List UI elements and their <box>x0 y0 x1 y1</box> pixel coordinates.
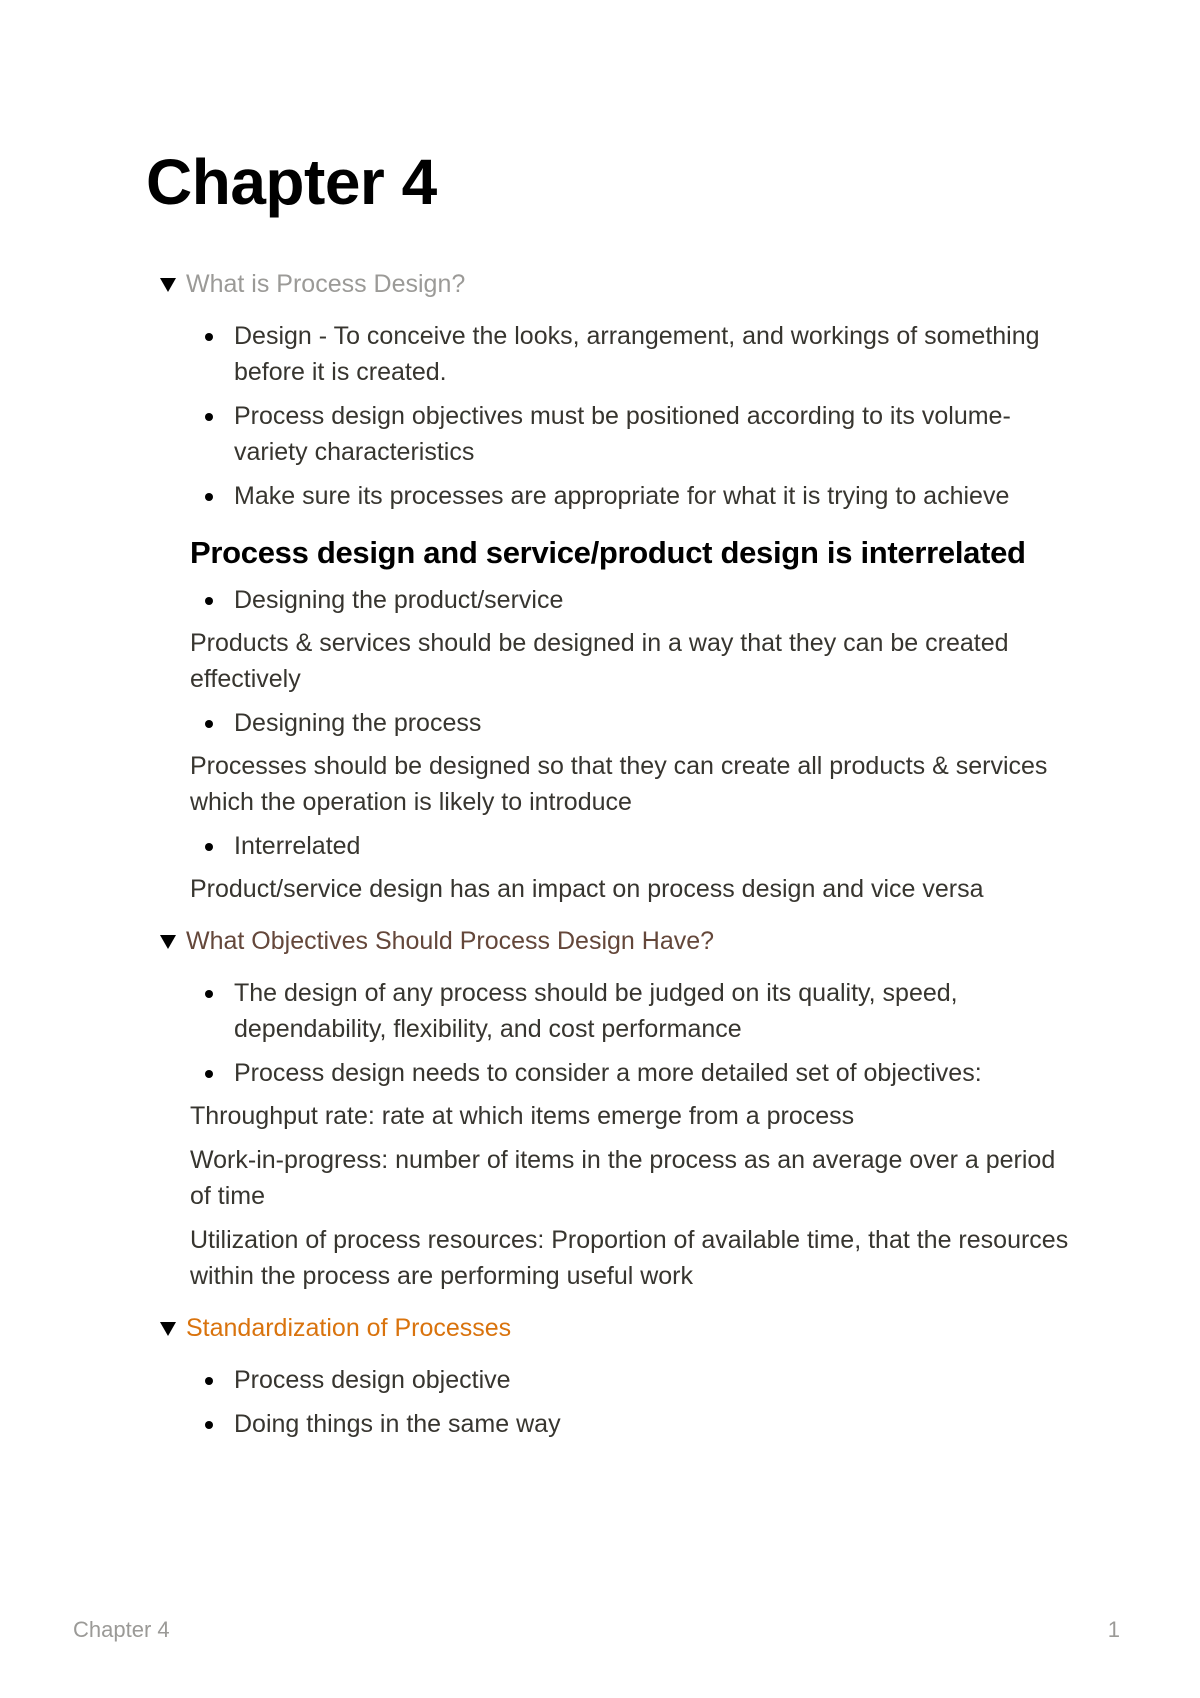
list-item: The design of any process should be judged on its quality, speed, dependability, flexibility, and cost performance <box>190 975 1080 1047</box>
paragraph: Throughput rate: rate at which items emerge from a process <box>190 1102 855 1130</box>
triangle-down-icon[interactable] <box>160 1322 176 1336</box>
section-subheading: Process design and service/product design is interrelated <box>190 535 1026 570</box>
list-item: Process design needs to consider a more detailed set of objectives: <box>190 1055 1080 1091</box>
toggle-section-objectives <box>160 915 1080 1294</box>
list-item: Doing things in the same way <box>190 1406 1080 1442</box>
triangle-down-icon[interactable] <box>160 278 176 292</box>
list-item: Make sure its processes are appropriate for what it is trying to achieve <box>190 478 1080 514</box>
toggle-title: Standardization of Processes <box>186 1314 512 1342</box>
paragraph: Products & services should be designed in a way that they can be created effectively <box>190 629 1009 693</box>
paragraph: Utilization of process resources: Proportion of available time, that the resources within the process are performing useful work <box>190 1226 1069 1290</box>
list-item: Designing the process <box>190 705 1080 741</box>
paragraph: Work-in-progress: number of items in the process as an average over a period of time <box>190 1146 1056 1210</box>
page-number: 1 <box>1107 1617 1120 1642</box>
bullet-list <box>190 318 1080 514</box>
list-item: Design - To conceive the looks, arrangement, and workings of something before it is created. <box>190 318 1080 390</box>
bullet-list <box>190 1362 1080 1442</box>
list-item: Interrelated <box>190 828 1080 864</box>
list-item: Process design objective <box>190 1362 1080 1398</box>
toggle-body <box>160 1362 1080 1442</box>
list-item: Process design objectives must be positioned according to its volume-variety characteristics <box>190 398 1080 470</box>
bullet-list <box>190 582 1080 618</box>
bullet-list <box>190 705 1080 741</box>
toggle-section-process-design <box>160 258 1080 907</box>
toggle-header[interactable] <box>160 1302 1080 1354</box>
paragraph: Product/service design has an impact on process design and vice versa <box>190 875 984 903</box>
triangle-down-icon[interactable] <box>160 935 176 949</box>
bullet-list <box>190 828 1080 864</box>
toggle-section-standardization <box>160 1302 1080 1442</box>
document-content <box>160 258 1080 1449</box>
page-title: Chapter 4 <box>146 146 437 218</box>
toggle-header[interactable] <box>160 915 1080 967</box>
paragraph: Processes should be designed so that they can create all products & services which the operation is likely to introduce <box>190 752 1048 816</box>
footer-title: Chapter 4 <box>73 1617 170 1642</box>
toggle-header[interactable] <box>160 258 1080 310</box>
list-item: Designing the product/service <box>190 582 1080 618</box>
toggle-title: What Objectives Should Process Design Have? <box>186 927 715 955</box>
toggle-title: What is Process Design? <box>186 270 466 298</box>
bullet-list <box>190 975 1080 1091</box>
toggle-body <box>160 975 1080 1294</box>
toggle-body <box>160 318 1080 907</box>
